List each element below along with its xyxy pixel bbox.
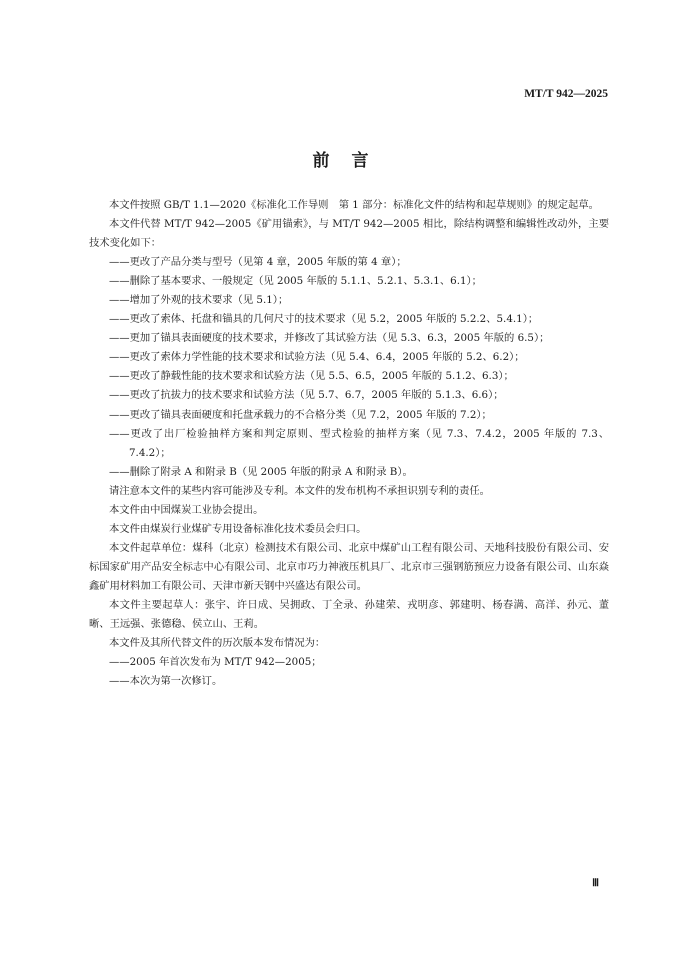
change-item: ——更改了产品分类与型号（见第 4 章，2005 年版的第 4 章）；	[109, 256, 407, 269]
page-title: 前言	[312, 151, 391, 171]
change-item: ——更改了锚具表面硬度和托盘承载力的不合格分类（见 7.2，2005 年版的 7.2）；	[109, 408, 492, 421]
history-item: ——本次为第一次修订。	[109, 675, 223, 688]
foreword-body	[89, 196, 609, 691]
change-item: ——更改了索体、托盘和锚具的几何尺寸的技术要求（见 5.2，2005 年版的 5.2.2、5.4.1）；	[109, 313, 539, 326]
patent-notice: 请注意本文件的某些内容可能涉及专利。本文件的发布机构不承担识别专利的责任。	[109, 484, 490, 497]
change-item: ——增加了外观的技术要求（见 5.1）；	[109, 294, 289, 307]
history-item: ——2005 年首次发布为 MT/T 942—2005；	[109, 656, 322, 669]
change-item: ——更加了锚具表面硬度的技术要求，并修改了其试验方法（见 5.3、6.3，2005 年版的 6.5）；	[109, 332, 550, 345]
page-number: Ⅲ	[592, 878, 599, 889]
change-item: ——更改了抗拔力的技术要求和试验方法（见 5.7、6.7，2005 年版的 5.1.3、6.6）；	[109, 389, 504, 402]
centralized-by: 本文件由煤炭行业煤矿专用设备标准化技术委员会归口。	[109, 522, 367, 535]
paragraph-replacement: 本文件代替 MT/T 942—2005《矿用锚索》，与 MT/T 942—2005 相比，除结构调整和编辑性改动外，主要技术变化如下：	[89, 218, 609, 250]
change-item: ——更改了索体力学性能的技术要求和试验方法（见 5.4、6.4，2005 年版的 5.2、6.2）；	[109, 351, 525, 364]
proposer: 本文件由中国煤炭工业协会提出。	[109, 503, 264, 516]
drafting-units: 本文件起草单位：煤科（北京）检测技术有限公司、北京中煤矿山工程有限公司、天地科技股份有限公司、安标国家矿用产品安全标志中心有限公司、北京市巧力神液压机具厂、北京市三强钢筋预应力设备有限公司、山东焱鑫矿用材料加工有限公司、天津市新天钢中兴盛达有限公司。	[89, 541, 609, 592]
change-item: ——更改了出厂检验抽样方案和判定原则、型式检验的抽样方案（见 7.3、7.4.2，2005 年版的 7.3、7.4.2）；	[109, 427, 609, 459]
change-item: ——删除了附录 A 和附录 B（见 2005 年版的附录 A 和附录 B）。	[109, 465, 413, 478]
paragraph-drafting-rules: 本文件按照 GB/T 1.1—2020《标准化工作导则 第 1 部分：标准化文件的结构和起草规则》的规定起草。	[109, 199, 599, 211]
drafters: 本文件主要起草人：张宇、许日成、吴拥政、丁全录、孙建荣、戎明彦、郭建明、杨春满、高洋、孙元、董晰、王远强、张德稳、侯立山、王莉。	[89, 598, 609, 631]
standard-code: MT/T 942—2025	[524, 88, 608, 100]
change-item: ——更改了静载性能的技术要求和试验方法（见 5.5、6.5，2005 年版的 5.1.2、6.3）；	[109, 370, 514, 383]
history-intro: 本文件及其所代替文件的历次版本发布情况为：	[109, 637, 326, 650]
change-item: ——删除了基本要求、一般规定（见 2005 年版的 5.1.1、5.2.1、5.3.1、6.1）；	[109, 275, 482, 288]
